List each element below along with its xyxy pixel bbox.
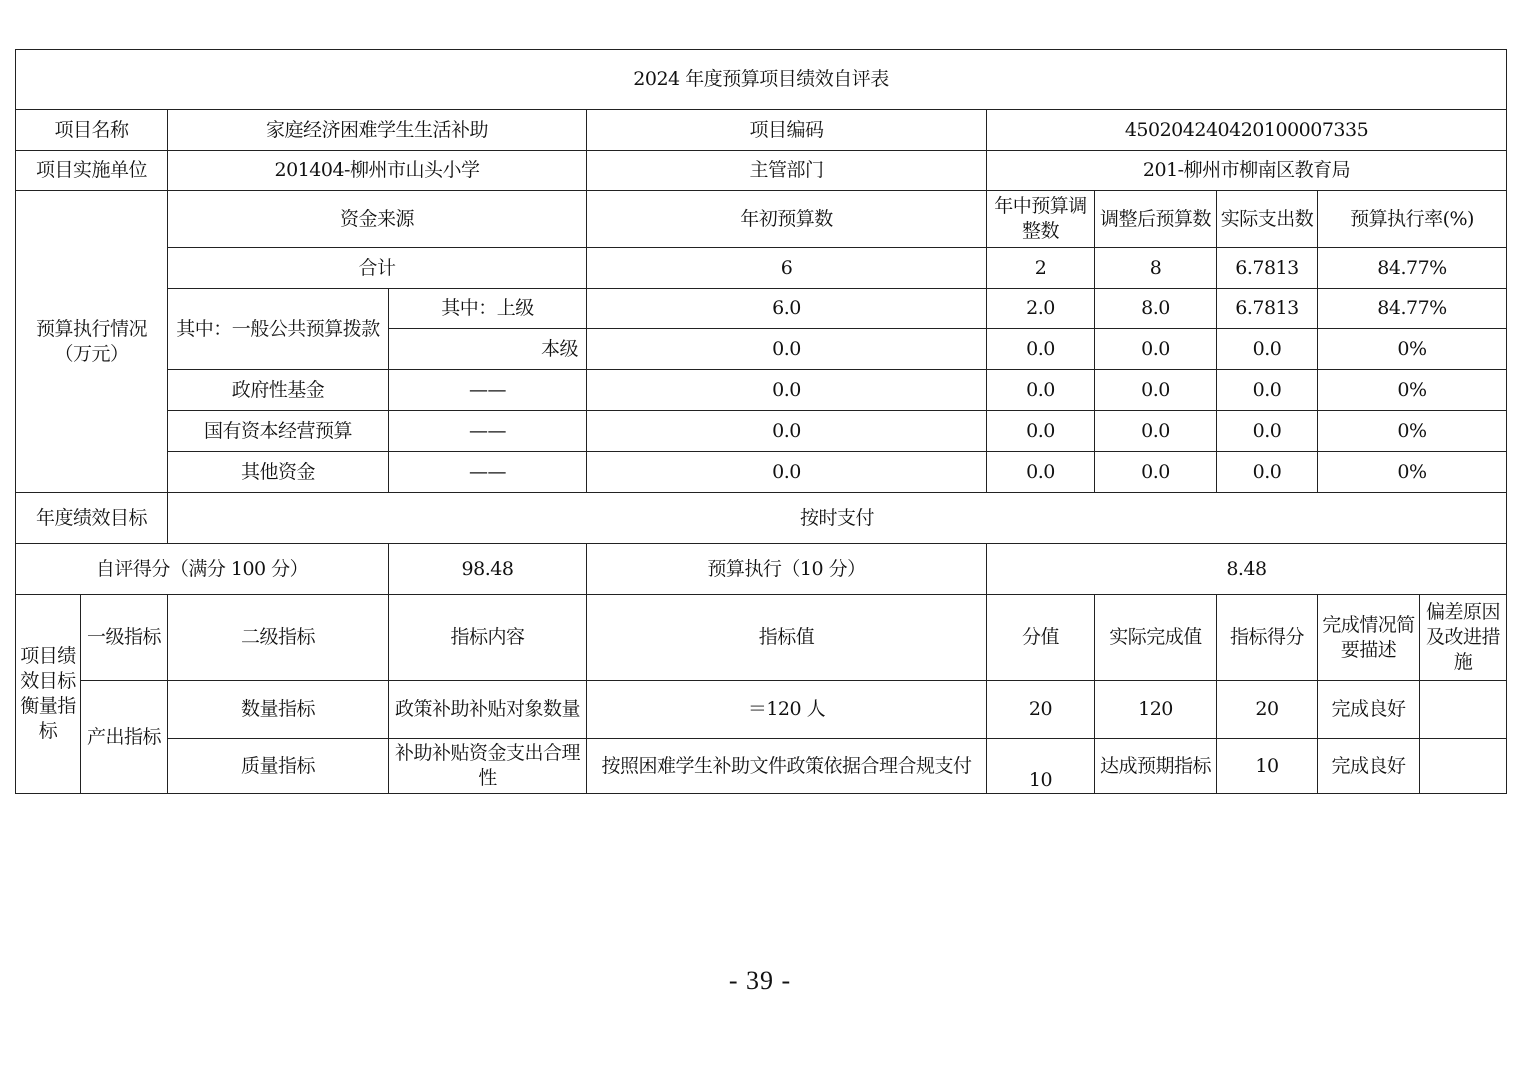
gov-fund-actual: 0.0	[1217, 370, 1318, 411]
project-code-value: 450204240420100007335	[987, 110, 1507, 151]
state-capital-adjusted: 0.0	[1095, 411, 1217, 452]
header-source: 资金来源	[168, 191, 587, 248]
other-fund-midyear: 0.0	[987, 452, 1095, 493]
local-actual: 0.0	[1217, 329, 1318, 370]
goal-value: 按时支付	[168, 493, 1507, 544]
row2-content: 补助补贴资金支出合理性	[389, 739, 587, 794]
state-capital-label: 国有资本经营预算	[168, 411, 389, 452]
upper-rate: 84.77%	[1318, 289, 1507, 329]
self-score-label: 自评得分（满分 100 分）	[16, 544, 389, 595]
project-name-label: 项目名称	[16, 110, 168, 151]
local-adjusted: 0.0	[1095, 329, 1217, 370]
budget-exec-value: 8.48	[987, 544, 1507, 595]
page-number: - 39 -	[728, 966, 792, 995]
row2-target: 按照困难学生补助文件政策依据合理合规支付	[587, 739, 987, 794]
state-capital-dash: ——	[389, 411, 587, 452]
local-label: 本级	[389, 329, 587, 370]
row2-actual: 达成预期指标	[1095, 739, 1217, 794]
other-fund-actual: 0.0	[1217, 452, 1318, 493]
row1-deviation	[1420, 681, 1507, 739]
row1-score: 20	[1217, 681, 1318, 739]
row2-score: 10	[1217, 739, 1318, 794]
gov-fund-adjusted: 0.0	[1095, 370, 1217, 411]
goal-label: 年度绩效目标	[16, 493, 168, 544]
budget-section-label: 预算执行情况（万元）	[16, 191, 168, 493]
total-actual: 6.7813	[1217, 248, 1318, 289]
header-midyear: 年中预算调整数	[987, 191, 1095, 248]
header-level2: 二级指标	[168, 595, 389, 681]
output-indicator-label: 产出指标	[81, 681, 168, 794]
total-midyear: 2	[987, 248, 1095, 289]
other-fund-initial: 0.0	[587, 452, 987, 493]
table-title: 2024 年度预算项目绩效自评表	[16, 50, 1507, 110]
upper-actual: 6.7813	[1217, 289, 1318, 329]
other-fund-dash: ——	[389, 452, 587, 493]
dept-value: 201-柳州市柳南区教育局	[987, 151, 1507, 191]
header-target: 指标值	[587, 595, 987, 681]
upper-midyear: 2.0	[987, 289, 1095, 329]
header-actual: 实际支出数	[1217, 191, 1318, 248]
other-fund-label: 其他资金	[168, 452, 389, 493]
local-initial: 0.0	[587, 329, 987, 370]
indicator-section-label: 项目绩效目标衡量指标	[16, 595, 81, 794]
gov-fund-rate: 0%	[1318, 370, 1507, 411]
self-score-value: 98.48	[389, 544, 587, 595]
total-rate: 84.77%	[1318, 248, 1507, 289]
state-capital-midyear: 0.0	[987, 411, 1095, 452]
header-points: 分值	[987, 595, 1095, 681]
budget-exec-label: 预算执行（10 分）	[587, 544, 987, 595]
gov-fund-label: 政府性基金	[168, 370, 389, 411]
total-adjusted: 8	[1095, 248, 1217, 289]
project-code-label: 项目编码	[587, 110, 987, 151]
header-desc: 完成情况简要描述	[1318, 595, 1420, 681]
gov-fund-initial: 0.0	[587, 370, 987, 411]
row1-points: 20	[987, 681, 1095, 739]
upper-adjusted: 8.0	[1095, 289, 1217, 329]
row1-target: ＝120 人	[587, 681, 987, 739]
total-label: 合计	[168, 248, 587, 289]
total-initial: 6	[587, 248, 987, 289]
project-unit-value: 201404-柳州市山头小学	[168, 151, 587, 191]
other-fund-rate: 0%	[1318, 452, 1507, 493]
local-midyear: 0.0	[987, 329, 1095, 370]
row2-level2: 质量指标	[168, 739, 389, 794]
header-content: 指标内容	[389, 595, 587, 681]
general-budget-label: 其中：一般公共预算拨款	[168, 289, 389, 370]
project-name-value: 家庭经济困难学生生活补助	[168, 110, 587, 151]
row1-actual: 120	[1095, 681, 1217, 739]
local-rate: 0%	[1318, 329, 1507, 370]
header-score: 指标得分	[1217, 595, 1318, 681]
gov-fund-dash: ——	[389, 370, 587, 411]
state-capital-actual: 0.0	[1217, 411, 1318, 452]
header-rate: 预算执行率(%)	[1318, 191, 1507, 248]
upper-label: 其中：上级	[389, 289, 587, 329]
row2-points: 10	[987, 739, 1095, 794]
project-unit-label: 项目实施单位	[16, 151, 168, 191]
header-level1: 一级指标	[81, 595, 168, 681]
state-capital-initial: 0.0	[587, 411, 987, 452]
header-initial: 年初预算数	[587, 191, 987, 248]
performance-table	[15, 49, 1507, 794]
header-actual-value: 实际完成值	[1095, 595, 1217, 681]
header-adjusted: 调整后预算数	[1095, 191, 1217, 248]
row1-level2: 数量指标	[168, 681, 389, 739]
dept-label: 主管部门	[587, 151, 987, 191]
other-fund-adjusted: 0.0	[1095, 452, 1217, 493]
row1-content: 政策补助补贴对象数量	[389, 681, 587, 739]
row2-deviation	[1420, 739, 1507, 794]
upper-initial: 6.0	[587, 289, 987, 329]
gov-fund-midyear: 0.0	[987, 370, 1095, 411]
header-deviation: 偏差原因及改进措施	[1420, 595, 1507, 681]
row1-desc: 完成良好	[1318, 681, 1420, 739]
state-capital-rate: 0%	[1318, 411, 1507, 452]
row2-desc: 完成良好	[1318, 739, 1420, 794]
